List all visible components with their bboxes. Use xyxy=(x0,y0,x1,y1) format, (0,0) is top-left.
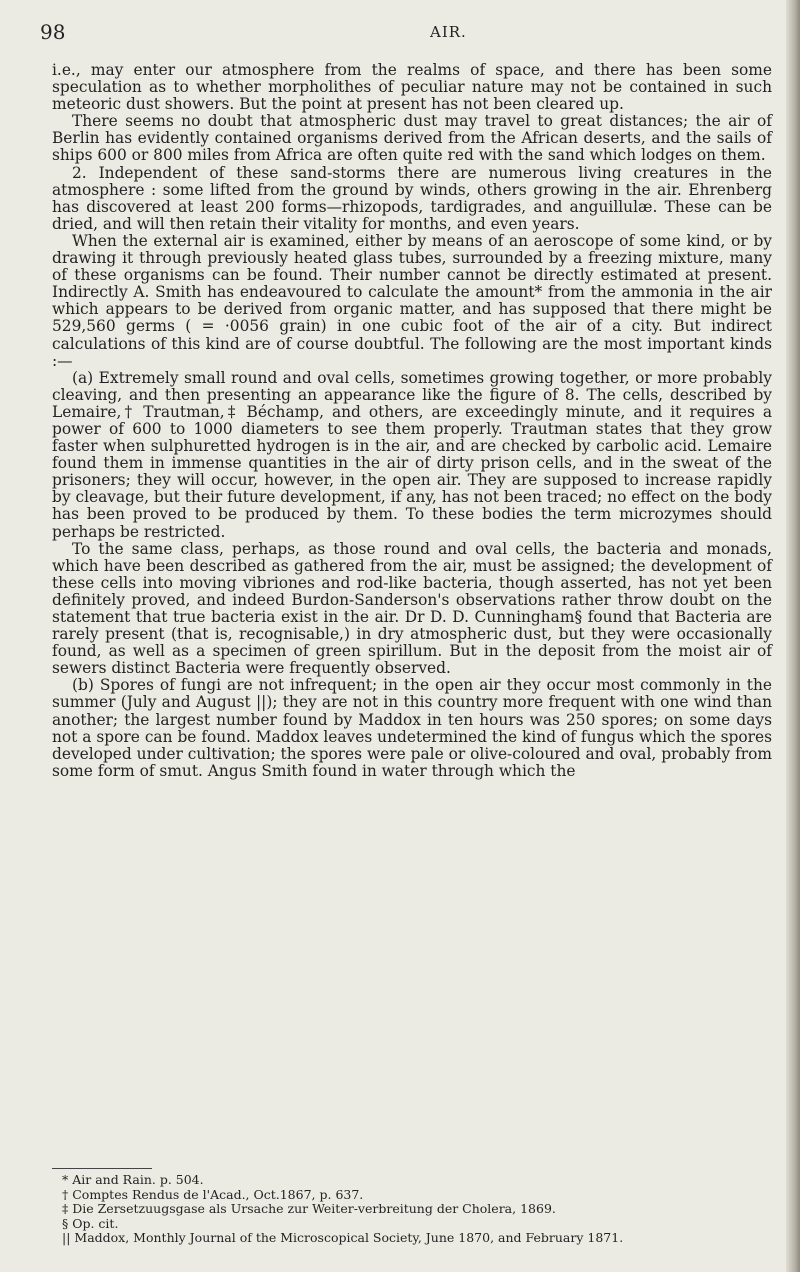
footnotes xyxy=(52,1168,772,1246)
running-title: AIR. xyxy=(430,23,467,41)
paragraph: When the external air is examined, either by means of an aeroscope of some kind, or by drawing it through previously heated glass tubes, surrounded by a freezing mixture, many of these organisms can be found. Their number cannot be directly estimated at present. Indirectly A. Smith has endeavoured to calculate the amount* from the ammonia in the air which appears to be derived from organic matter, and has supposed that there might be 529,560 germs ( = ·0056 grain) in one cubic foot of the air of a city. But indirect calculations of this kind are of course doubtful. The following are the most important kinds :— xyxy=(52,231,772,370)
paragraph: (b) Spores of fungi are not infrequent; in the open air they occur most commonly in the summer (July and August ||); they are not in this country more frequent with one wind than another; the largest number found by Maddox in ten hours was 250 spores; on some days not a spore can be found. Maddox leaves undetermined the kind of fungus which the spores developed under cultivation; the spores were pale or olive-coloured and oval, probably from some form of smut. Angus Smith found in water through which the xyxy=(52,676,772,780)
footnote: † Comptes Rendus de l'Acad., Oct.1867, p. 637. xyxy=(62,1186,364,1202)
page-number: 98 xyxy=(40,20,66,44)
paragraph: (a) Extremely small round and oval cells, sometimes growing together, or more probably cleaving, and then presenting an appearance like the figure of 8. The cells, described by Lemaire,† Trautman,‡ Béchamp, and others, are exceedingly minute, and it requires a power of 600 to 1000 diameters to see them properly. Trautman states that they grow faster when sulphuretted hydrogen is in the air, and are checked by carbolic acid. Lemaire found them in immense quantities in the air of dirty prison cells, and in the sweat of the prisoners; they will occur, however, in the open air. They are supposed to increase rapidly by cleavage, but their future development, if any, has not been traced; no effect on the body has been proved to be produced by them. To these bodies the term microzymes should perhaps be restricted. xyxy=(52,368,772,541)
paragraph: i.e., may enter our atmosphere from the realms of space, and there has been some speculation as to whether morpholithes of peculiar nature may not be contained in such meteoric dust showers. But the point at present has not been cleared up. xyxy=(52,61,772,114)
paragraph: There seems no doubt that atmospheric dust may travel to great distances; the air of Berlin has evidently contained organisms derived from the African deserts, and the sails of ships 600 or 800 miles from Africa are often quite red with the sand which lodges on them. xyxy=(52,112,772,165)
book-spine-shadow xyxy=(786,0,800,1272)
footnote: * Air and Rain. p. 504. xyxy=(62,1172,204,1187)
body-text xyxy=(52,62,772,780)
paragraph: 2. Independent of these sand-storms there are numerous living creatures in the atmosphere : some lifted from the ground by winds, others growing in the air. Ehrenberg has discovered at least 200 forms—rhizopods, tardigrades, and anguillulæ. These can be dried, and will then retain their vitality for months, and even years. xyxy=(52,163,772,233)
footnote: || Maddox, Monthly Journal of the Microscopical Society, June 1870, and February 1871. xyxy=(62,1230,624,1245)
footnote: § Op. cit. xyxy=(62,1215,119,1231)
footnote-rule xyxy=(52,1168,152,1169)
page-header xyxy=(40,20,740,50)
paragraph: To the same class, perhaps, as those round and oval cells, the bacteria and monads, which have been described as gathered from the air, must be assigned; the development of these cells into moving vibriones and rod-like bacteria, though asserted, has not yet been definitely proved, and indeed Burdon-Sanderson's observations rather throw doubt on the statement that true bacteria exist in the air. Dr D. D. Cunningham§ found that Bacteria are rarely present (that is, recognisable,) in dry atmospheric dust, but they were occasionally found, as well as a specimen of green spirillum. But in the deposit from the moist air of sewers distinct Bacteria were frequently observed. xyxy=(52,539,772,678)
footnote: ‡ Die Zersetzuugsgase als Ursache zur Weiter-verbreitung der Cholera, 1869. xyxy=(62,1201,556,1216)
